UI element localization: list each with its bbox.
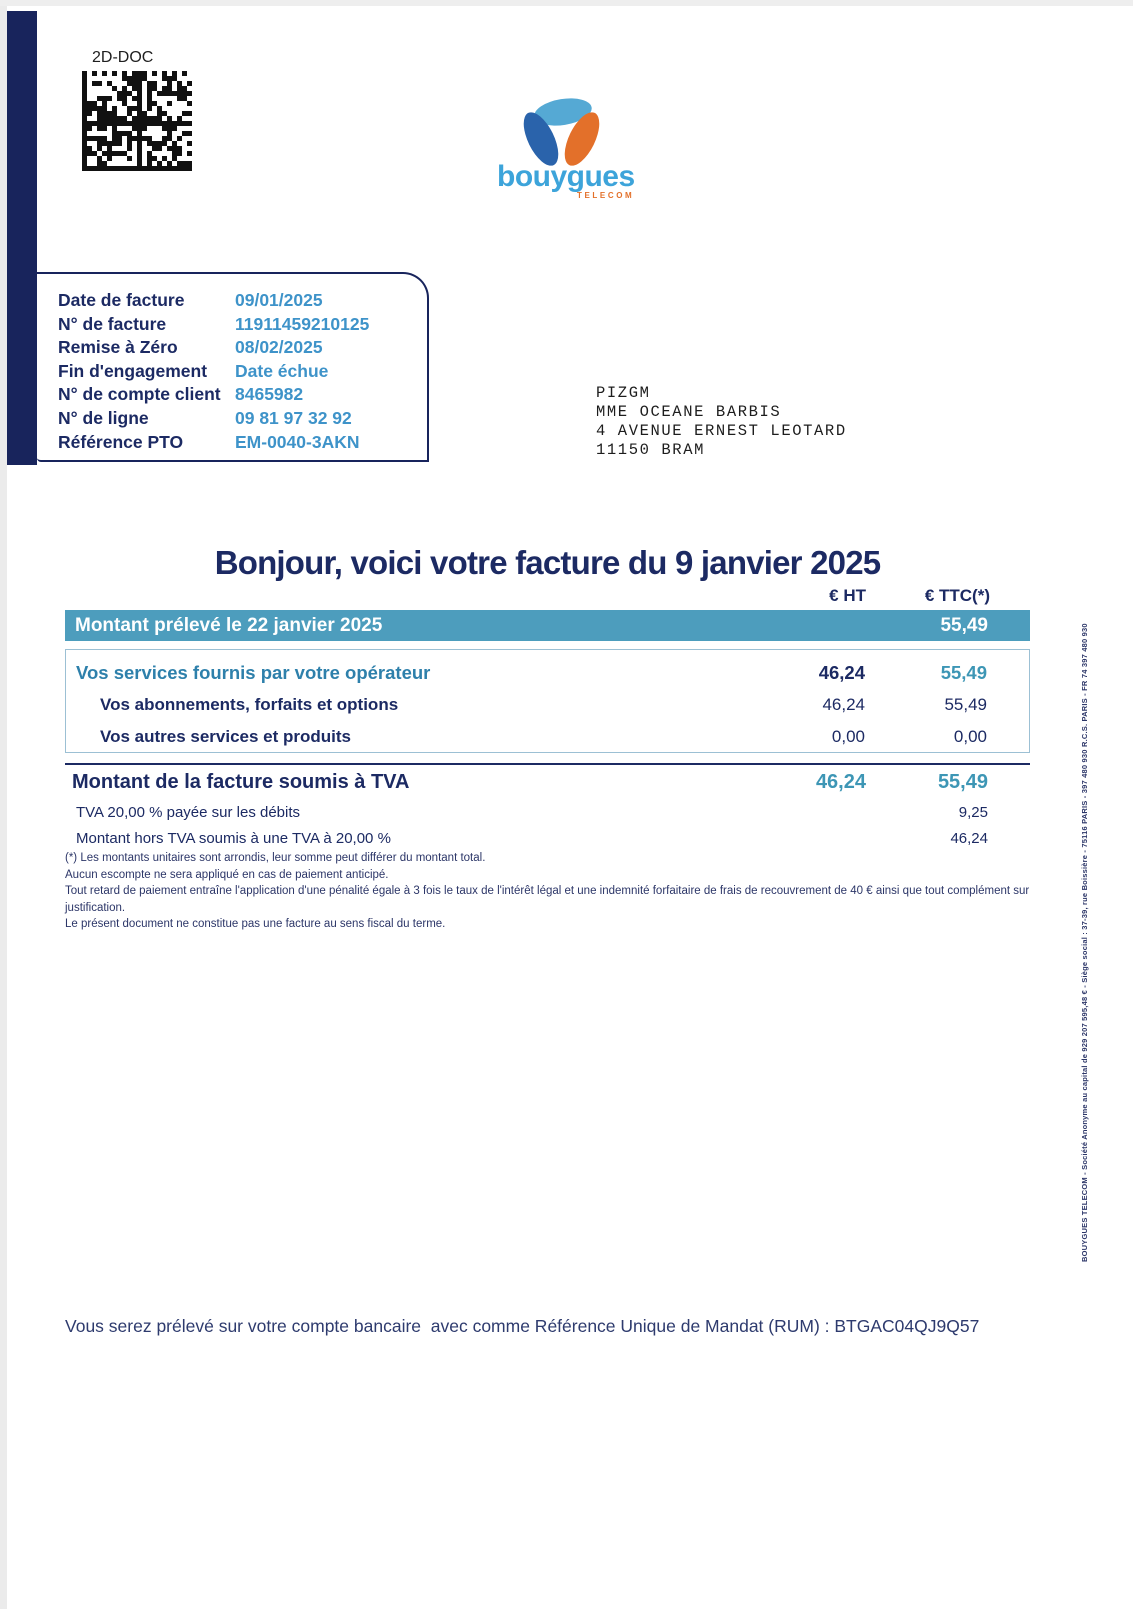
services-header-label: Vos services fournis par votre opérateur bbox=[76, 662, 431, 683]
address-line: 4 AVENUE ERNEST LEOTARD bbox=[596, 422, 847, 440]
page-edge-left bbox=[0, 0, 7, 1609]
mandate-line: Vous serez prélevé sur votre compte bancaire avec comme Référence Unique de Mandat (RUM) : BTGAC04QJ9Q57 bbox=[65, 1316, 980, 1336]
info-row-engagement bbox=[58, 360, 427, 384]
table-column-headers bbox=[65, 586, 1030, 606]
tva-detail-row-paid bbox=[65, 804, 1030, 822]
recipient-address bbox=[596, 384, 847, 460]
address-line: 11150 BRAM bbox=[596, 441, 706, 459]
tva-detail-label: Montant hors TVA soumis à une TVA à 20,00 % bbox=[76, 830, 391, 847]
service-row-label: Vos autres services et produits bbox=[100, 727, 352, 746]
info-value: EM-0040-3AKN bbox=[235, 431, 360, 452]
info-value: 08/02/2025 bbox=[235, 337, 323, 358]
service-row-ht: 0,00 bbox=[831, 727, 865, 746]
footnote: Aucun escompte ne sera appliqué en cas de paiement anticipé. bbox=[65, 868, 389, 881]
services-header-ttc: 55,49 bbox=[940, 662, 987, 683]
service-row-ttc: 55,49 bbox=[944, 695, 987, 714]
info-row-number bbox=[58, 313, 427, 337]
logo-wordmark: bouygues bbox=[497, 160, 635, 193]
info-label: Référence PTO bbox=[58, 431, 184, 452]
tva-detail-ttc: 9,25 bbox=[958, 804, 988, 821]
barcode-label: 2D-DOC bbox=[92, 49, 154, 66]
brand-vertical-bar bbox=[7, 11, 37, 465]
info-row-date bbox=[58, 289, 427, 313]
info-value: 11911459210125 bbox=[235, 313, 370, 334]
tva-detail-row-base bbox=[65, 830, 1030, 848]
info-row-remise bbox=[58, 336, 427, 360]
invoice-title: Bonjour, voici votre facture du 9 janvier 2025 bbox=[214, 544, 881, 581]
service-row-ht: 46,24 bbox=[822, 695, 865, 714]
legal-sidebar-text: BOUYGUES TELECOM - Société Anonyme au capital de 929 207 595,48 € - Siège social : 37-39, rue Boissière - 75116 PARIS - 397 480 930 R.C.S. PARIS - FR 74 397 480 930 bbox=[1080, 623, 1089, 1262]
column-header-ttc: € TTC(*) bbox=[924, 586, 990, 605]
services-box bbox=[65, 649, 1030, 753]
column-header-ht: € HT bbox=[829, 586, 866, 605]
logo-telecom-label: TELECOM bbox=[577, 191, 635, 200]
footnote: Le présent document ne constitue pas une facture au sens fiscal du terme. bbox=[65, 918, 446, 930]
tva-total-ht: 46,24 bbox=[815, 771, 866, 793]
debit-banner bbox=[65, 610, 1030, 641]
address-line: PIZGM bbox=[596, 384, 651, 402]
tva-detail-ttc: 46,24 bbox=[950, 830, 988, 847]
info-label: N° de ligne bbox=[58, 407, 149, 428]
footnote: Tout retard de paiement entraîne l'application d'une pénalité égale à 3 fois le taux de l'intérêt légal et une indemnité forfaitaire de frais de recouvrement de 40 € ainsi que tout complément sur justification. bbox=[65, 885, 1030, 914]
info-value: Date échue bbox=[235, 360, 329, 381]
service-row-label: Vos abonnements, forfaits et options bbox=[100, 695, 399, 714]
divider-rule bbox=[65, 763, 1030, 765]
page-edge-top bbox=[0, 0, 1133, 6]
info-row-pto bbox=[58, 431, 427, 455]
info-label: Remise à Zéro bbox=[58, 337, 178, 358]
info-label: N° de compte client bbox=[58, 384, 221, 405]
service-row-ttc: 0,00 bbox=[953, 727, 987, 746]
tva-detail-label: TVA 20,00 % payée sur les débits bbox=[76, 804, 301, 821]
info-label: Fin d'engagement bbox=[58, 360, 208, 381]
info-value: 8465982 bbox=[235, 384, 304, 405]
invoice-info-box bbox=[37, 272, 429, 462]
tva-total-ttc: 55,49 bbox=[937, 771, 988, 793]
debit-banner-amount-ttc: 55,49 bbox=[940, 615, 988, 636]
services-header-ht: 46,24 bbox=[818, 662, 865, 683]
info-label: N° de facture bbox=[58, 313, 167, 334]
info-label: Date de facture bbox=[58, 290, 185, 310]
debit-banner-label: Montant prélevé le 22 janvier 2025 bbox=[75, 615, 383, 636]
address-line: MME OCEANE BARBIS bbox=[596, 403, 782, 421]
tva-total-label: Montant de la facture soumis à TVA bbox=[72, 771, 410, 793]
info-row-account bbox=[58, 383, 427, 407]
tva-total-row bbox=[65, 771, 1030, 795]
info-value: 09/01/2025 bbox=[235, 290, 323, 310]
footnote: (*) Les montants unitaires sont arrondis, leur somme peut différer du montant total. bbox=[65, 852, 486, 864]
footnotes bbox=[65, 850, 1033, 933]
datamatrix-barcode-icon bbox=[82, 71, 192, 171]
info-value: 09 81 97 32 92 bbox=[235, 407, 352, 428]
info-row-line bbox=[58, 407, 427, 431]
